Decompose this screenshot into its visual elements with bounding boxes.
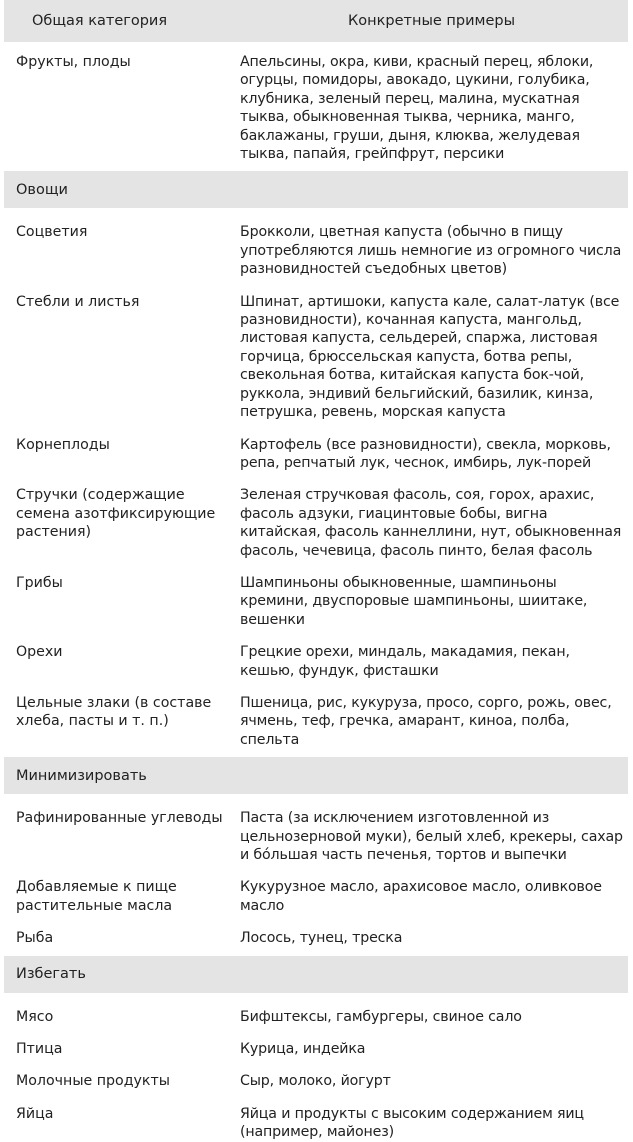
row-examples: Апельсины, окра, киви, красный перец, яблоки, огурцы, помидоры, авокадо, цукини, голубика, клубника, зеленый перец, малина, мускатная тыква, обыкновенная тыква, черника, манго, баклажаны, груши, дыня, клюква, желудевая тыква, папайя, грейпфрут, персики xyxy=(240,54,594,163)
row-category: Цельные злаки (в составе хлеба, пасты и т. п.) xyxy=(16,694,212,730)
row-category: Яйца xyxy=(16,1105,54,1122)
row-examples: Зеленая стручковая фасоль, соя, горох, арахис, фасоль адзуки, гиацинтовые бобы, вигна китайская, фасоль каннеллини, нут, обыкновенная фасоль, чечевица, фасоль пинто, белая фасоль xyxy=(240,487,622,559)
row-examples: Лосось, тунец, треска xyxy=(240,930,403,947)
section-header-vegetables: Овощи xyxy=(4,171,628,208)
row-examples: Пшеница, рис, кукуруза, просо, сорго, рожь, овес, ячмень, теф, гречка, амарант, киноа, полба, спельта xyxy=(240,694,612,748)
table-row xyxy=(4,929,628,947)
table-row xyxy=(4,436,628,473)
row-category: Стебли и листья xyxy=(16,293,140,310)
header-general-category: Общая категория xyxy=(32,13,168,29)
row-examples: Кукурузное масло, арахисовое масло, оливковое масло xyxy=(240,879,602,914)
table-row xyxy=(4,1040,628,1058)
table-row xyxy=(4,223,628,278)
row-category: Орехи xyxy=(16,644,63,661)
row-category: Рафинированные углеводы xyxy=(16,810,223,827)
row-examples: Шпинат, артишоки, капуста кале, салат-латук (все разновидности), кочанная капуста, мангольд, листовая капуста, сельдерей, спаржа, листовая горчица, брюссельская капуста, ботва репы, свекольная ботва, китайская капуста бок-чой, руккола, эндивий бельгийский, базилик, кинза, петрушка, ревень, морская капуста xyxy=(240,293,620,421)
food-category-table xyxy=(4,0,628,1142)
row-examples: Грецкие орехи, миндаль, макадамия, пекан, кешью, фундук, фисташки xyxy=(240,644,570,679)
row-category: Корнеплоды xyxy=(16,436,110,453)
table-row xyxy=(4,809,628,864)
table-row xyxy=(4,574,628,629)
row-category: Стручки (содержащие семена азотфиксирующие растения) xyxy=(16,487,216,541)
row-examples: Бифштексы, гамбургеры, свиное сало xyxy=(240,1008,522,1025)
table-row xyxy=(4,643,628,680)
table-header xyxy=(4,0,628,42)
row-examples: Картофель (все разновидности), свекла, морковь, репа, репчатый лук, чеснок, имбирь, лук-порей xyxy=(240,436,611,471)
row-examples: Сыр, молоко, йогурт xyxy=(240,1073,391,1090)
table-row xyxy=(4,486,628,560)
table-row xyxy=(4,878,628,915)
row-examples: Шампиньоны обыкновенные, шампиньоны кремини, двуспоровые шампиньоны, шиитаке, вешенки xyxy=(240,574,588,628)
row-category: Молочные продукты xyxy=(16,1073,170,1090)
row-examples: Паста (за исключением изготовленной из цельнозерновой муки), белый хлеб, крекеры, сахар и бóльшая часть печенья, тортов и выпечки xyxy=(240,810,623,863)
table-row xyxy=(4,694,628,749)
row-category: Соцветия xyxy=(16,224,88,241)
table-row xyxy=(4,293,628,422)
row-examples: Курица, индейка xyxy=(240,1041,366,1058)
section-header-avoid: Избегать xyxy=(4,956,628,993)
row-examples: Брокколи, цветная капуста (обычно в пищу употребляются лишь немногие из огромного числа разновидностей съедобных цветов) xyxy=(240,224,622,278)
row-examples: Яйца и продукты с высоким содержанием яиц (например, майонез) xyxy=(240,1105,584,1141)
row-category: Птица xyxy=(16,1041,63,1058)
row-category: Грибы xyxy=(16,574,63,591)
table-row xyxy=(4,1105,628,1142)
table-row xyxy=(4,1008,628,1026)
row-category: Фрукты, плоды xyxy=(16,54,131,70)
row-category: Мясо xyxy=(16,1008,54,1025)
table-row xyxy=(4,53,628,163)
header-specific-examples: Конкретные примеры xyxy=(348,13,516,29)
section-header-minimize: Минимизировать xyxy=(4,757,628,794)
table-row xyxy=(4,1072,628,1090)
row-category: Добавляемые к пище растительные масла xyxy=(16,879,177,914)
row-category: Рыба xyxy=(16,930,54,947)
